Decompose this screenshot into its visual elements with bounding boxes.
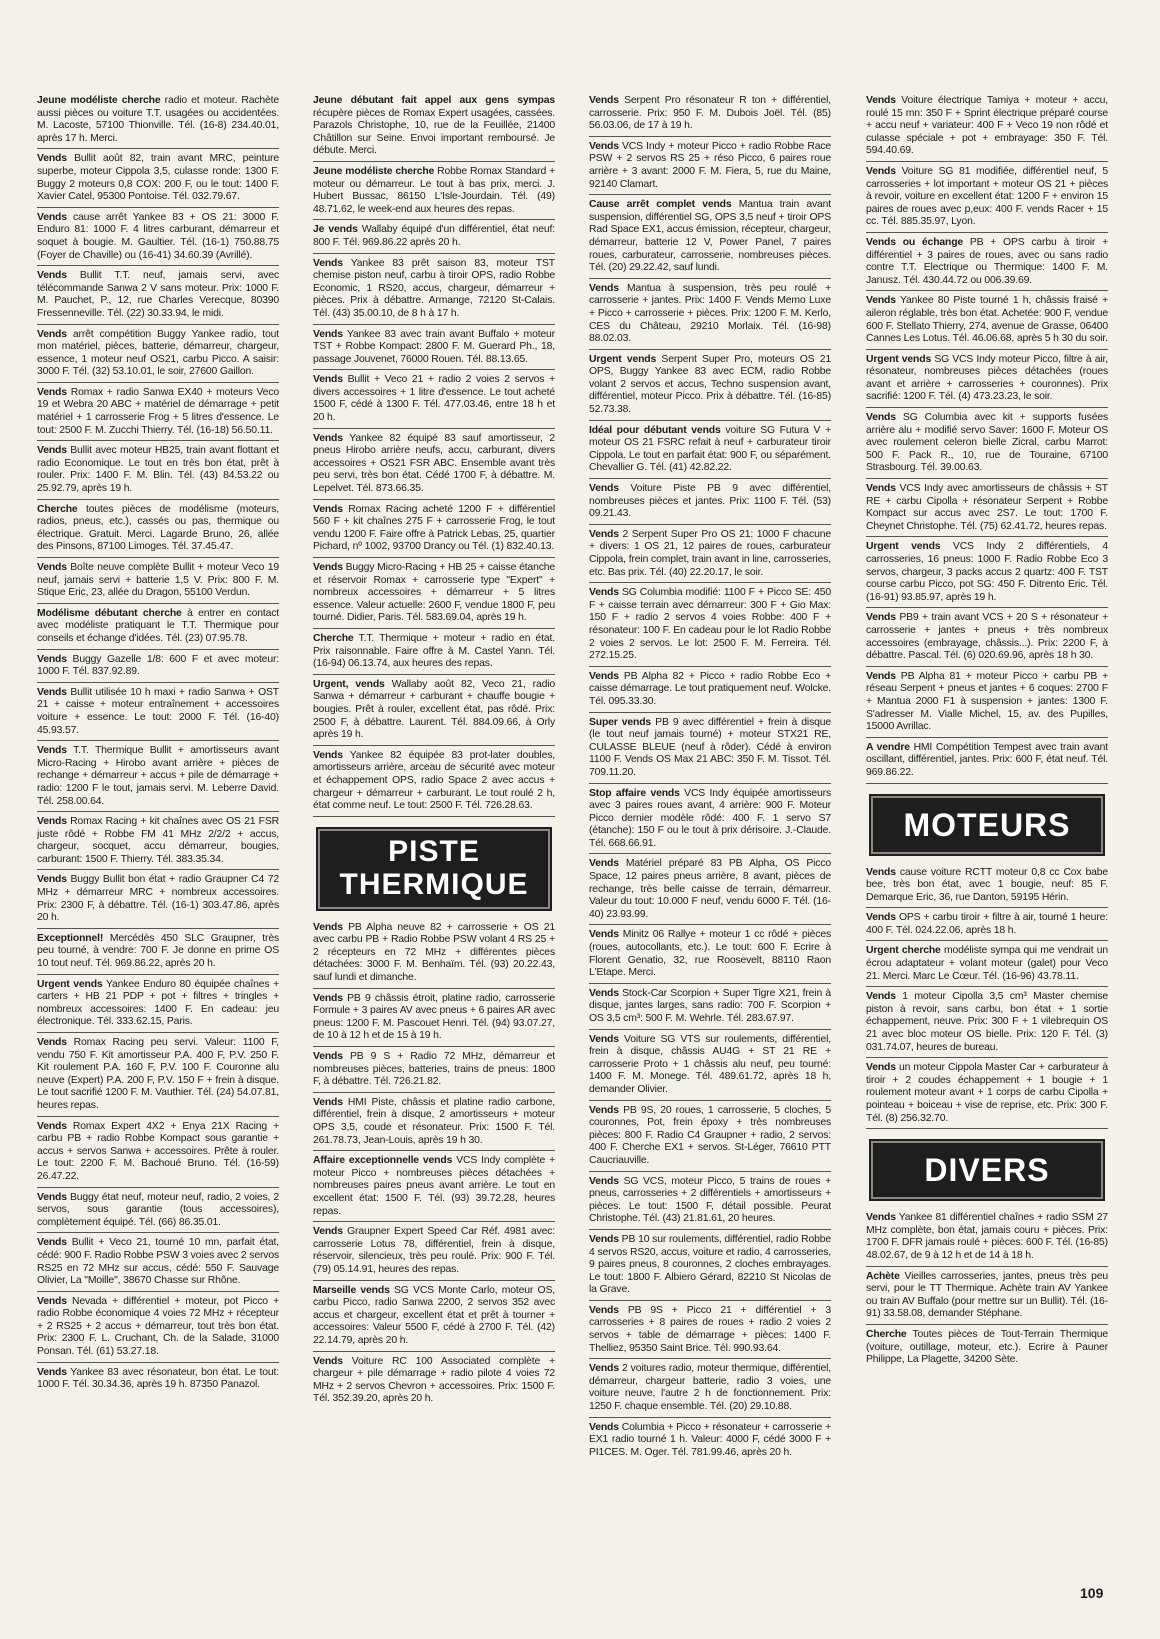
ad-text: Voiture RC 100 Associated complète + chargeur + pile démarrage + radio pilote 4 voies 72 MHz + 2 servos Chevron + accessoires. Prix: 1500 F. Tél. 352.39.20, après 20 h. [313, 1355, 555, 1405]
ad-lead: Vends [589, 587, 619, 599]
ad-text: récupère pièces de Romax Expert usagées, cassées. Parazols Christophe, 10, rue de la Feuillée, 21400 Châtillon sur Seine. Envoi important remboursé. Je débute. Merci. [313, 107, 555, 157]
ad-text: VCS Indy 2 différentiels, 4 carrosseries, 16 pneus: 1000 F. Radio Robbe Eco 3 servos, chargeur, 3 packs accus 2 quartz: 400 F. TST course carbu Picco, pot SG: 450 F. Ditrento Eric. Tél. (16-91) 93.85.97, après 19 h. [866, 541, 1108, 603]
classified-ad [313, 373, 555, 428]
ad-text: VCS Indy avec amortisseurs de châssis + ST RE + carbu Cipolla + résonateur Serpent + Robbe Kompact sur accus avec 2S7. Le tout: 1700 F. Cheynet Christophe. Tél. (75) 62.41.72, heures repas. [866, 483, 1108, 532]
ad-text: Serpent Pro résonateur R ton + différentiel, carrosserie. Prix: 950 F. M. Dubois Joël. Tél. (85) 56.03.06, de 17 à 19 h. [589, 95, 831, 132]
classified-ad [313, 632, 555, 675]
ad-lead: Vends [37, 1120, 67, 1132]
ad-text: PB 9 châssis étroit, platine radio, carrosserie Formule + 3 paires AV avec pneus + 6 paires AR avec pneus: 1200 F. M. Pascouet Henri. Tél. (94) 93.07.27, de 10 à 12 h et de 15 à 19 h. [313, 992, 555, 1042]
column-3 [589, 94, 831, 1614]
ad-lead: Vends [589, 528, 619, 540]
ad-text: Romax Racing acheté 1200 F + différentiel 560 F + kit chaînes 275 F + carrosserie Frog, le tout vendu 1200 F. Faire offre à Patrick Lebas, 25, quartier Pichard, nº 1002, 93700 Drancy ou Tél. (1) 832.40.13. [313, 503, 555, 553]
ad-lead: Vends [866, 165, 896, 177]
classified-ad [313, 749, 555, 817]
ad-text: T.T. Thermique + moteur + radio en état. Prix raisonnable. Faire offre à M. Castel Yann. Tél. (16-94) 06.13.74, aux heures des repas. [313, 632, 555, 670]
ad-text: radio et moteur. Rachète aussi pièces ou voiture T.T. usagées ou accidentées. M. Lacoste, 57100 Thionville. Tél. (16-8) 234.40.01, après 17 h. Merci. [37, 95, 279, 144]
ad-lead: Vends [589, 987, 619, 999]
classified-ad [313, 432, 555, 500]
classified-ad [866, 540, 1108, 608]
ad-text: Yankee 80 Piste tourné 1 h, châssis fraisé + aileron réglable, très bon état. Achetée: 900 F, vendue 600 F. Stellato Thierry, 274, avenue de Grasse, 06400 Cannes Les Lotus. Tél. 46.06.68, après 5 h 30 du soir. [866, 295, 1108, 345]
ad-text: PB + OPS carbu à tiroir + différentiel + 3 paires de roues, avec ou sans radio contre T.T. Electrique ou Thermique: 1400 F. M. Janusz. Tél. 430.44.72 ou 006.39.69. [866, 236, 1108, 286]
ad-text: Toutes pièces de Tout-Terrain Thermique (voiture, outillage, moteur, etc.). Ecrire à Pauner Philippe, La Plagette, 34200 Sète. [866, 1328, 1108, 1366]
ad-text: VCS Indy équipée amortisseurs avec 3 paires roues avant, 4 arrière: 900 F. Moteur Picco dernier modèle rôdé: 400 F. 1 servo S7 (étanche): 150 F ou le tout à prix dérisoire. J.-Claude. Tél. 668.66.91. [589, 787, 831, 849]
classified-ad [866, 411, 1108, 479]
ad-lead: Jeune modéliste cherche [313, 165, 435, 177]
ad-lead: Vends [866, 1062, 896, 1074]
ad-text: cause arrêt Yankee 83 + OS 21: 3000 F. Enduro 81: 1000 F. 4 litres carburant, démarreur et soquet à bougie. M. Gaultier. Tél. (16-1) 750.88.75 (Foyer de Chaville) ou (16-41) 34.60.39 (Avrillé). [37, 211, 279, 261]
classified-ad [589, 586, 831, 667]
classified-ad [313, 1284, 555, 1352]
ad-lead: Affaire exceptionnelle vends [313, 1155, 453, 1167]
ad-text: Serpent Super Pro, moteurs OS 21 OPS, Buggy Yankee 83 avec ECM, radio Robbe volant 2 servos et accus, Techno suspension avant, différentiel, moteur Picco. Prix à débattre. Tél. (16-85) 52.73.38. [589, 353, 831, 416]
classified-ad [37, 1120, 279, 1188]
classified-ad [589, 1304, 831, 1359]
classified-ad [866, 482, 1108, 537]
ad-text: Wallaby août 82, Veco 21, radio Sanwa + démarreur + carburant + chauffe bougie + bougies. Prêt à rouler, excellent état, pas rôdé. Prix: 2500 F, à débattre. Laurent. Tél. 884.09.66, à Orly après 19 h. [313, 678, 555, 741]
classified-ad [313, 94, 555, 162]
classified-ad [866, 911, 1108, 941]
ad-lead: Vends [313, 503, 343, 515]
classified-ad [589, 1033, 831, 1101]
ad-text: Voiture Piste PB 9 avec différentiel, nombreuses pièces et jantes. Prix: 1100 F. Tél. (53) 09.21.43. [589, 483, 831, 520]
classified-ad [589, 787, 831, 855]
ad-text: PB 9S, 20 roues, 1 carrosserie, 5 cloches, 5 couronnes, Pot, frein époxy + très nombreuses pièces: 800 F. Radio C4 Graupner + radio, 2 servos: 400 F. Cherche EX1 + servos. St-Léger, 76610 PTT Caucriauville. [589, 1104, 831, 1166]
ad-lead: Vends [37, 1191, 67, 1203]
ad-lead: Vends ou échange [866, 236, 964, 248]
classified-ad [37, 686, 279, 741]
ad-text: Yankee 83 avec résonateur, bon état. Le tout: 1000 F. Tél. 30.34.36, après 19 h. 87350 Panazol. [37, 1366, 279, 1391]
ad-text: VCS Indy complète + moteur Picco + nombreuses pièces détachées + nombreuses paires pneus avant arrière. Le tout en excellent état: 1500 F. Tél. (93) 39.72.28, heures repas. [313, 1155, 555, 1217]
classified-ad [313, 1225, 555, 1280]
ad-text: Buggy Bullit bon état + radio Graupner C4 72 MHz + démarreur MRC + nombreux accessoires. Prix: 2300 F, à débattre. Tél. (16-1) 303.47.86, après 20 h. [37, 874, 279, 924]
ad-lead: A vendre [866, 741, 910, 753]
ad-lead: Urgent cherche [866, 945, 941, 957]
ad-text: un moteur Cippola Master Car + carburateur à tiroir + 2 coudes échappement + 1 bougie + 1 roulement moteur avant + 1 corps de carbu Cipolla + pointeau + boiceau + vise de reprise, etc. Prix: 300 F. Tél. (8) 256.32.70. [866, 1062, 1108, 1124]
column-1 [37, 94, 279, 1614]
ad-text: Romax + radio Sanwa EX40 + moteurs Veco 19 et Webra 20 ABC + matériel de démarrage + petit matériel + 1 carrosserie Frog + 5 litres d'essence. Le tout: 2500 F. M. Zucchi Thierry. Tél. (16-18) 56.50.11. [37, 386, 279, 436]
classified-ad [313, 921, 555, 989]
ad-text: toutes pièces de modélisme (moteurs, radios, pneus, etc.), cassés ou pas, thermique ou électrique. Gratuit. Merci. Lagarde Bruno, 26, allée des Pinsons, 87100 Limoges. Tél. 37.45.47. [37, 503, 279, 553]
classified-ad [313, 561, 555, 629]
ad-lead: Vends [589, 1233, 619, 1245]
ad-lead: Vends [37, 816, 67, 828]
ad-lead: Stop affaire vends [589, 787, 680, 799]
ad-text: Mantua à suspension, très peu roulé + carrosserie + jantes. Prix: 1400 F. Vends Memo Luxe + Picco + carrosserie + pièces. Prix: 1200 F. M. Kerlo, CES du Château, 29210 Morlaix. Tél. (16-98) 88.02.03. [589, 282, 831, 345]
classified-ad [313, 992, 555, 1047]
classified-ad [37, 269, 279, 324]
ad-lead: Vends [589, 1175, 619, 1187]
ad-text: Voiture électrique Tamiya + moteur + accu, roulé 15 mn: 350 F + Sprint électrique préparé course + accu neuf + variateur: 400 F + Veco 19 non rôdé et culasse spéciale + pot + embrayage: 350 F. Tél. 594.40.69. [866, 95, 1108, 157]
ad-lead: Vends [37, 211, 67, 223]
classified-ad [313, 165, 555, 220]
classified-ad [589, 670, 831, 713]
ad-text: SG VCS Monte Carlo, moteur OS, carbu Picco, radio Sanwa 2200, 2 servos 352 avec accus et chargeur, excellent état et prêt à tourner + accessoires: Valeur 5500 F, cédé à 2700 F. Tél. (42) 22.14.79, après 20 h. [313, 1284, 555, 1346]
ad-text: Bullit utilisée 10 h maxi + radio Sanwa + OST 21 + caisse + moteur entraînement + accessoires voiture + essence. Le tout: 2000 F. Tél. (16-40) 45.93.57. [37, 686, 279, 736]
ad-text: Minitz 06 Rallye + moteur 1 cc rôdé + pièces (roues, autocollants, etc.). Le tout: 600 F. Ecrire à Florent Genatio, 32, rue Roosevelt, 88110 Raon L'Etape. Merci. [589, 929, 831, 979]
ad-text: Stock-Car Scorpion + Super Tigre X21, frein à disque, jantes larges, sans radio: 700 F. Scorpion + OS 3,5 cm³: 500 F. M. Wehrle. Tél. 283.67.97. [589, 987, 831, 1024]
classified-ad [589, 1175, 831, 1230]
ad-lead: Urgent vends [866, 353, 932, 365]
ad-text: Romax Racing peu servi. Valeur: 1100 F, vendu 750 F. Kit amortisseur P.A. 400 F, P.V. 250 F. Kit roulement P.A. 160 F, P.V. 100 F. Couronne alu neuve (Expert) P.A. 200 F, P.V. 150 F + frein à disque. Le tout sacrifié 1200 F. M. Vauthier. Tél. (24) 54.07.81, heures repas. [37, 1037, 279, 1111]
ad-text: Buggy Gazelle 1/8: 600 F et avec moteur: 1000 F. Tél. 837.92.89. [37, 653, 279, 678]
classified-ad [313, 328, 555, 371]
classified-ad [589, 987, 831, 1030]
ad-text: Mantua train avant suspension, différentiel SG, OPS 3,5 neuf + tiroir OPS Rad Space EX1, accus émission, récepteur, chargeur, démarreur, batterie 12 V, Power Panel, 7 paires roues, carburateur, carrosserie, nombreuses pièces. Tél. (20) 29.22.42, sauf lundi. [589, 199, 831, 274]
ad-lead: Vends [37, 270, 67, 282]
ad-text: Graupner Expert Speed Car Réf. 4981 avec: carrosserie Lotus 78, différentiel, frein à disque, réservoir, silencieux, très peu roulé. Prix: 900 F. Tél. (79) 05.14.91, heures des repas. [313, 1226, 555, 1275]
ad-lead: Vends [313, 1096, 343, 1108]
ad-lead: Vends [589, 1104, 619, 1116]
ad-lead: Je vends [313, 224, 358, 236]
ad-text: SG VCS Indy moteur Picco, filtre à air, résonateur, nombreuses pièces détachées (roues avant et arrière + carrosseries + couronnes). Prix sacrifié: 1200 F. Tél. (4) 473.23.23, le soir. [866, 353, 1108, 403]
ad-lead: Urgent, vends [313, 678, 385, 690]
classified-ad [866, 94, 1108, 162]
ad-lead: Vends [866, 991, 896, 1003]
ad-text: SG Columbia avec kit + supports fusées arrière alu + modifié servo Saver: 1600 F. Moteur OS avec roulement celeron bielle Zicral, carbu Marrot: 500 F. Pack R., 10, rue de Touraine, 67100 Strasbourg. Tél. 39.00.63. [866, 412, 1108, 474]
classified-ad [37, 873, 279, 928]
ad-text: PB Alpha 81 + moteur Picco + carbu PB + réseau Serpent + pneus et jantes + 6 coques: 2700 F + Mantua 2000 F1 à suspension + jantes: 1300 F. S'adresser M. Vialle Michel, 15, av. des Pupilles, 15000 Avrillac. [866, 670, 1108, 733]
ad-text: Columbia + Picco + résonateur + carrosserie + EX1 radio tourné 1 h. Valeur: 4000 F, cédé 3000 F + PI1CES. M. Oger. Tél. 781.99.46, après 20 h. [589, 1421, 831, 1458]
ad-lead: Vends [37, 686, 67, 698]
ad-lead: Vends [37, 874, 67, 886]
ad-lead: Vends [866, 483, 896, 495]
ad-lead: Vends [589, 483, 619, 495]
classified-ad [37, 1036, 279, 1117]
classified-ad [866, 944, 1108, 987]
classified-ad [866, 611, 1108, 666]
classified-ad [37, 653, 279, 683]
ad-lead: Vends [313, 374, 343, 386]
column-4 [866, 94, 1108, 1614]
column-2 [313, 94, 555, 1614]
classified-ad [866, 741, 1108, 784]
classified-ad [37, 444, 279, 499]
ad-text: PB 9S + Picco 21 + différentiel + 3 carrosseries + 8 paires de roues + radio 2 voies 2 servos + table de démarrage + pièces: 1400 F. Thelliez, 95350 Saint Brice. Tél. 990.93.64. [589, 1304, 831, 1354]
ad-text: Wallaby équipé d'un différentiel, état neuf: 800 F. Tél. 969.86.22 après 20 h. [313, 224, 555, 248]
ad-lead: Vends [37, 445, 67, 457]
ad-lead: Vends [313, 992, 343, 1004]
ad-text: PB 9 avec différentiel + frein à disque (le tout neuf jamais tourné) + moteur STX21 RE, CULASSE BLEUE (neuf à rôder). Cédé à environ 1100 F. Vends OS Max 21 ABC: 350 F. M. Tissot. Tél. 709.11.20. [589, 716, 831, 778]
ad-text: PB 10 sur roulements, différentiel, radio Robbe 4 servos RS20, accus, voiture et radio, 4 carrosseries, 9 paires pneus, 8 couronnes, 2 cloches embrayages. Le tout: 1800 F. Albiero Gérard, 82210 St Nicolas de la Grave. [589, 1233, 831, 1296]
classified-ad [866, 1270, 1108, 1325]
ad-text: OPS + carbu tiroir + filtre à air, tourné 1 heure: 400 F. Tél. 024.22.06, après 18 h. [866, 912, 1108, 936]
classified-ad [589, 282, 831, 350]
ad-lead: Vends [589, 1363, 619, 1375]
ad-lead: Vends [37, 1366, 67, 1378]
ad-lead: Vends [866, 1212, 896, 1224]
ad-text: Robbe Romax Standard + moteur ou démarreur. Le tout à bas prix, merci. J. Hubert Bussac, 86150 L'Isle-Jourdain. Tél. (49) 48.71.62, le week-end aux heures des repas. [313, 165, 555, 215]
ad-lead: Jeune modéliste cherche [37, 95, 161, 106]
ad-lead: Modélisme débutant cherche [37, 607, 182, 619]
classified-ad [589, 1421, 831, 1463]
ad-lead: Urgent vends [37, 978, 103, 990]
ad-text: cause voiture RCTT moteur 0,8 cc Cox babe bee, très bon état, avec 1 bougie, neuf: 85 F. Demarque Eric, 36, rue Danton, 59195 Hérin. [866, 866, 1108, 903]
classified-ad [866, 165, 1108, 233]
classified-ad [37, 152, 279, 207]
ad-text: Vieilles carrosseries, jantes, pneus très peu servi, pour le TT Thermique. Achète train AV Yankee ou train AV Buffalo (pour mettre sur un Bullit). Tél. (16-91) 33.58.08, demander Stéphane. [866, 1270, 1108, 1320]
classified-ad [589, 1104, 831, 1172]
classified-ad [37, 932, 279, 975]
ad-lead: Super vends [589, 716, 652, 728]
ad-text: T.T. Thermique Bullit + amortisseurs avant Micro-Racing + Hirobo avant arrière + pièces de rechange + démarreur + accus + pile de démarrage + radio: 1200 F le tout, jamais servi. M. Leberre David. Tél. 258.00.64. [37, 745, 279, 807]
classified-ad [37, 1236, 279, 1291]
section-banner-piste-thermique: PISTE THERMIQUE [318, 829, 550, 909]
ad-text: Bullit + Veco 21, tourné 10 mn, parfait état, cédé: 900 F. Radio Robbe PSW 3 voies avec 2 servos RS25 en 72 MHz sur accus, cédé: 550 F. Sauvage Olivier, La "Moille", 38670 Chasse sur Rhône. [37, 1237, 279, 1287]
ad-text: Yankee 83 prêt saison 83, moteur TST chemise piston neuf, carbu à tiroir OPS, radio Robbe Economic, 1 RS20, accus, chargeur, démarreur + pièces. Prix à débattre. Armange, 72120 St-Calais. Tél. (43) 35.00.10, de 8 h à 17 h. [313, 257, 555, 319]
ad-text: Bullit + Veco 21 + radio 2 voies 2 servos + divers accessoires + 1 litre d'essence. Le tout acheté 1500 F, cédé à 1300 F. Tél. 477.03.46, entre 18 h et 20 h. [313, 374, 555, 424]
ad-lead: Jeune débutant fait appel aux gens sympas [313, 95, 555, 106]
classified-ad [866, 866, 1108, 909]
ad-lead: Vends [589, 95, 619, 106]
ad-text: Romax Expert 4X2 + Enya 21X Racing + carbu PB + radio Robbe Kompact sous garantie + accus + servos Sanwa + accessoires. Prête à rouler. Le tout: 2200 F. M. Bachoué Bruno. Tél. (16-59) 26.47.22. [37, 1120, 279, 1182]
ad-lead: Vends [589, 929, 619, 941]
classified-ad [37, 744, 279, 812]
classified-ad [589, 716, 831, 784]
classified-ad [589, 353, 831, 421]
classified-ad [589, 140, 831, 195]
ad-lead: Vends [866, 95, 896, 106]
ad-lead: Vends [313, 1051, 343, 1063]
ad-lead: Vends [589, 282, 619, 294]
page-number: 109 [1080, 1585, 1104, 1601]
classified-ad [37, 978, 279, 1033]
ad-lead: Vends [313, 1355, 343, 1367]
ad-lead: Vends [313, 921, 343, 933]
ad-lead: Vends [866, 412, 896, 424]
ad-lead: Vends [313, 562, 343, 573]
ad-lead: Vends [866, 670, 896, 682]
ad-text: Yankee 82 équipée 83 prot-later doubles, amortisseurs arrière, arceau de sécurité avec moteur et échappement OPS, radio Space 2 avec accus + chargeur + démarreur + carburant. Le tout roulé 2 h, état comme neuf. Le tout: 2500 F. Tél. 726.28.63. [313, 749, 555, 812]
ad-text: arrêt compétition Buggy Yankee radio, tout mon matériel, pièces, batterie, démarreur, chargeur, essence, 1 moteur neuf OS21, carbu Picco. A saisir: 3000 F. Tél. (32) 53.10.01, le soir, 27600 Gaillon. [37, 328, 279, 378]
ad-lead: Vends [589, 140, 619, 152]
classified-ad [37, 94, 279, 149]
ad-text: Voiture SG 81 modifiée, différentiel neuf, 5 carrosseries + lot important + moteur OS 21 + pièces à revoir, voiture en excellent état: 1200 F + environ 15 paires de roues avec p,eux: 400 F. vends Racer + 15 cc. Tél. 885.35.97, Lyon. [866, 165, 1108, 228]
ad-lead: Vends [589, 670, 619, 682]
ad-text: Mercédès 450 SLC Graupner, très peu tourné, à vendre: 700 F. Je donne en prime OS 10 tout neuf. Tél. 969.86.22, après 20 h. [37, 932, 279, 970]
ad-lead: Vends [37, 328, 67, 340]
ad-text: PB 9 S + Radio 72 MHz, démarreur et nombreuses pièces, batteries, trains de pneus: 1800 F, à débattre. Tél. 726.21.82. [313, 1051, 555, 1088]
ad-lead: Vends [313, 1226, 343, 1238]
ad-text: Yankee Enduro 80 équipée chaînes + carters + HB 21 PDP + pot + filtres + tringles + nombreux accessoires: 1400 F. En cadeau: jeu électronique. Tél. 333.62.15, Paris. [37, 978, 279, 1028]
classified-ad [37, 211, 279, 266]
ad-text: SG Columbia modifié: 1100 F + Picco SE: 450 F + caisse terrain avec démarreur: 300 F + Gio Max: 150 F + radio 2 servos 4 voies Robbe: 400 F + résonateur: 100 F. En cadeau pour le lot Radio Robbe 2 voies 2 servos. Le lot: 2500 F. M. Ferreira. Tél. 272.15.25. [589, 587, 831, 662]
ad-text: Bullit août 82, train avant MRC, peinture superbe, moteur Cippola 3,5, culasse ronde: 1300 F. Buggy 2 moteurs 0,8 COX: 200 F, ou le tout: 1400 F. Xavier Catel, 95300 Pontoise. Tél. 032.79.67. [37, 153, 279, 203]
ad-lead: Exceptionnel! [37, 932, 104, 944]
ad-lead: Vends [37, 653, 67, 665]
classified-ad [313, 1355, 555, 1409]
ad-lead: Urgent vends [866, 541, 941, 553]
section-banner-divers: DIVERS [871, 1141, 1103, 1199]
ad-lead: Cherche [313, 632, 354, 644]
ad-text: 2 voitures radio, moteur thermique, différentiel, démarreur, chargeur batterie, radio 3 voies, une voiture neuve, l'autre 2 h de fonctionnement. Prix: 1250 F. chaque ensemble. Tél. (20) 29.10.88. [589, 1363, 831, 1413]
classified-ad [313, 257, 555, 325]
ad-lead: Vends [37, 1295, 67, 1307]
classified-ad [313, 1096, 555, 1151]
ad-lead: Vends [866, 612, 896, 624]
ad-text: HMI Piste, châssis et platine radio carbone, différentiel, frein à disque, 2 amortisseurs + moteur OPS 3,5, coude et résonateur. Prix: 1500 F. Tél. 261.78.73, Jean-Louis, après 19 h 30. [313, 1096, 555, 1146]
ad-lead: Marseille vends [313, 1284, 390, 1296]
classified-ad [37, 386, 279, 441]
classified-ad [589, 94, 831, 137]
ad-lead: Vends [37, 153, 67, 165]
ad-lead: Vends [313, 328, 343, 340]
ad-lead: Idéal pour débutant vends [589, 424, 721, 436]
ad-lead: Urgent vends [589, 353, 657, 365]
ad-lead: Vends [37, 386, 67, 398]
ad-text: Romax Racing + kit chaînes avec OS 21 FSR juste rôdé + Robbe FM 41 MHz 2/2/2 + accus, chargeur, socquet, accu démarreur, bougies, carburant: 1500 F. Thierry. Tél. 383.35.34. [37, 816, 279, 865]
ad-lead: Vends [37, 1037, 67, 1048]
ad-lead: Vends [313, 749, 343, 761]
ad-lead: Vends [589, 1421, 619, 1433]
ad-text: Buggy état neuf, moteur neuf, radio, 2 voies, 2 servos, sous garantie (tous accessoires), complètement équipé. Tél. (66) 86.35.01. [37, 1191, 279, 1228]
ad-text: Matériel préparé 83 PB Alpha, OS Picco Space, 12 paires pneus arrière, 8 avant, pièces de rechange, très belle caisse de terrain, démarreur. Valeur du tout: 10.000 F neuf, vendu 6000 F. Tél. (16-40) 23.93.99. [589, 858, 831, 920]
classified-ad [589, 928, 831, 983]
classified-ad [313, 678, 555, 746]
ad-lead: Vends [589, 858, 619, 870]
classified-ad [313, 503, 555, 558]
ad-text: VCS Indy + moteur Picco + radio Robbe Race PSW + 2 servos RS 25 + réso Picco, 6 paires roue arrière + 3 avant: 2000 F. M. Fiera, 5, rue du Maine, 92140 Clamart. [589, 140, 831, 190]
ad-text: à entrer en contact avec modéliste pratiquant le T.T. Thermique pour conseils et échange d'idées. Tél. (23) 07.95.78. [37, 607, 279, 644]
ad-lead: Vends [589, 1304, 619, 1316]
classified-ad [37, 815, 279, 870]
classified-ad [37, 1295, 279, 1363]
ad-text: Bullit avec moteur HB25, train avant flottant et radio Economique. Le tout en très bon état, prêt à rouler. Prix: 1400 F. M. Blin. Tél. (43) 84.53.22 ou 25.92.79, après 19 h. [37, 445, 279, 495]
classified-ad [866, 236, 1108, 291]
classified-ad [589, 1233, 831, 1301]
ad-lead: Vends [313, 257, 343, 269]
classified-ad [589, 482, 831, 525]
ad-lead: Vends [37, 562, 67, 573]
ad-lead: Vends [37, 1237, 67, 1249]
classified-ad [866, 990, 1108, 1058]
ad-text: SG VCS, moteur Picco, 5 trains de roues + pneus, carrosseries + 2 différentiels + amortisseurs + pièces. Le tout: 1500 F, détail possible. Peurat Christophe. Tél. (43) 21.81.61, 20 heures. [589, 1175, 831, 1225]
classified-ad [589, 1362, 831, 1417]
section-banner-moteurs: MOTEURS [871, 796, 1103, 854]
classified-ad [866, 1061, 1108, 1129]
ad-text: PB Alpha neuve 82 + carrosserie + OS 21 avec carbu PB + Radio Robbe PSW volant 4 RS 25 + 2 récepteurs en 72 MHz + différentes pièces détachées: 3000 F. M. Benhaïm. Tél. (93) 20.22.43, sauf lundi et dimanche. [313, 921, 555, 984]
classified-ad [866, 353, 1108, 408]
classified-ad [313, 223, 555, 253]
classified-ad [589, 424, 831, 479]
ad-text: Yankee 81 différentiel chaînes + radio SSM 27 MHz complète, bon état, jamais couru + pièces. Prix: 1700 F. DFR jamais roulé + pièces: 600 F. Tél. (16-85) 48.02.67, de 9 à 12 h et de 14 à 18 h. [866, 1212, 1108, 1261]
ad-lead: Vends [866, 295, 896, 307]
ad-text: Boîte neuve complète Bullit + moteur Veco 19 neuf, jamais servi + batterie 1,5 V. Prix: 800 F. M. Stique Eric, 23, allée du Dragon, 55100 Verdun. [37, 562, 279, 599]
ad-text: Nevada + différentiel + moteur, pot Picco + radio Robbe économique 4 voies 72 MHz + récepteur + 2 RS25 + 2 accus + démarreur, tout très bon état. Prix: 2300 F. L. Cruchant, Ch. de la Salade, 31000 Ponsan. Tél. (61) 53.27.18. [37, 1295, 279, 1358]
classified-ad [866, 1328, 1108, 1370]
ad-text: PB Alpha 82 + Picco + radio Robbe Eco + caisse démarrage. Le tout pratiquement neuf. Wolcke. Tél. 095.33.30. [589, 670, 831, 707]
ad-lead: Vends [866, 866, 896, 878]
ad-text: Buggy Micro-Racing + HB 25 + caisse étanche et réservoir Romax + carrosserie type "Expert" + nombreux accessoires + démarreur + 5 litres essence. Valeur actuelle: 2600 F, vendue 1800 F, peu tourné. Didier, Paris. Tél. 583.69.04, après 19 h. [313, 562, 555, 624]
ad-text: 1 moteur Cipolla 3,5 cm³ Master chemise piston à revoir, sans carbu, bon état + 1 sortie échappement, neuve. Prix: 300 F + 1 vilebrequin OS 21 avec bloc moteur OS bielle. Prix: 120 F. Tél. (3) 031.74.07, heures de bureau. [866, 991, 1108, 1053]
classified-ad [37, 1191, 279, 1234]
ad-lead: Cherche [866, 1328, 907, 1340]
ad-text: PB9 + train avant VCS + 20 S + résonateur + carrosserie + jantes + pneus + très nombreux accessoires (embrayage, châssis...). Prix: 2200 F, à débattre. Pascal. Tél. (6) 020.69.96, après 18 h 30. [866, 612, 1108, 662]
ad-lead: Vends [313, 432, 343, 444]
ad-text: HMI Compétition Tempest avec train avant oscillant, différentiel, jantes. Prix: 600 F, état neuf. Tél. 969.86.22. [866, 741, 1108, 778]
ad-lead: Vends [37, 745, 67, 757]
ad-text: Yankee 82 équipé 83 sauf amortisseur, 2 pneus Hirobo arrière neufs, accu, carburant, divers accessoires + OS21 FSR ABC. Ensemble avant très peu servi, très bon état. Cédé 1700 F, à débattre. M. Lepelvet. Tél. 873.66.35. [313, 432, 555, 495]
ad-lead: Vends [866, 912, 896, 924]
classified-ad [37, 607, 279, 650]
classified-ad [37, 503, 279, 558]
classified-ad [589, 528, 831, 583]
ad-lead: Achète [866, 1270, 900, 1282]
classified-ad [589, 857, 831, 925]
classified-ad [589, 198, 831, 279]
ad-text: 2 Serpent Super Pro OS 21: 1000 F chacune + divers: 1 OS 21, 12 paires de roues, carburateur Cippola, frein complet, train avant in line, carrosseries, etc. Bas prix. Tél. (40) 22.20.17, le soir. [589, 528, 831, 578]
ad-text: voiture SG Futura V + moteur OS 21 FSRC refait à neuf + carburateur tiroir Cippola. Le tout en parfait état: 900 F, ou séparément. Chevallier G. Tél. (41) 42.82.22. [589, 424, 831, 474]
classified-ad [37, 1366, 279, 1395]
ad-text: Bullit T.T. neuf, jamais servi, avec télécommande Sanwa 2 V sans moteur. Prix: 1000 F. M. Pauchet, P., 12, rue Charles Verecque, 80390 Fressenneville. Tél. (22) 30.33.94, le midi. [37, 270, 279, 319]
classified-ad [313, 1050, 555, 1093]
ad-lead: Vends [589, 1033, 619, 1045]
classified-ad [866, 1211, 1108, 1266]
classified-ad [313, 1154, 555, 1222]
classified-ad [37, 328, 279, 383]
classified-ad [866, 294, 1108, 349]
ad-text: modéliste sympa qui me vendrait un écrou adaptateur + volant moteur (galet) pour Veco 21. Merci. Marc Le Cœur. Tél. (16-96) 43.78.11. [866, 945, 1108, 982]
ad-text: Voiture SG VTS sur roulements, différentiel, frein à disque, châssis AU4G + ST 21 RE + carrosserie Proto + 1 châssis alu neuf, peu tourné: 1400 F. M. Monege. Tél. 489.61.72, après 18 h, demander Olivier. [589, 1033, 831, 1095]
ad-lead: Cherche [37, 503, 78, 515]
ad-lead: Cause arrêt complet vends [589, 199, 732, 211]
classified-ad [866, 670, 1108, 738]
ad-text: Yankee 83 avec train avant Buffalo + moteur TST + Robbe Kompact: 2800 F. M. Guerard Ph., 18, passage Jouvenet, 76000 Rouen. Tél. 88.13.65. [313, 328, 555, 365]
classified-ad [37, 561, 279, 604]
